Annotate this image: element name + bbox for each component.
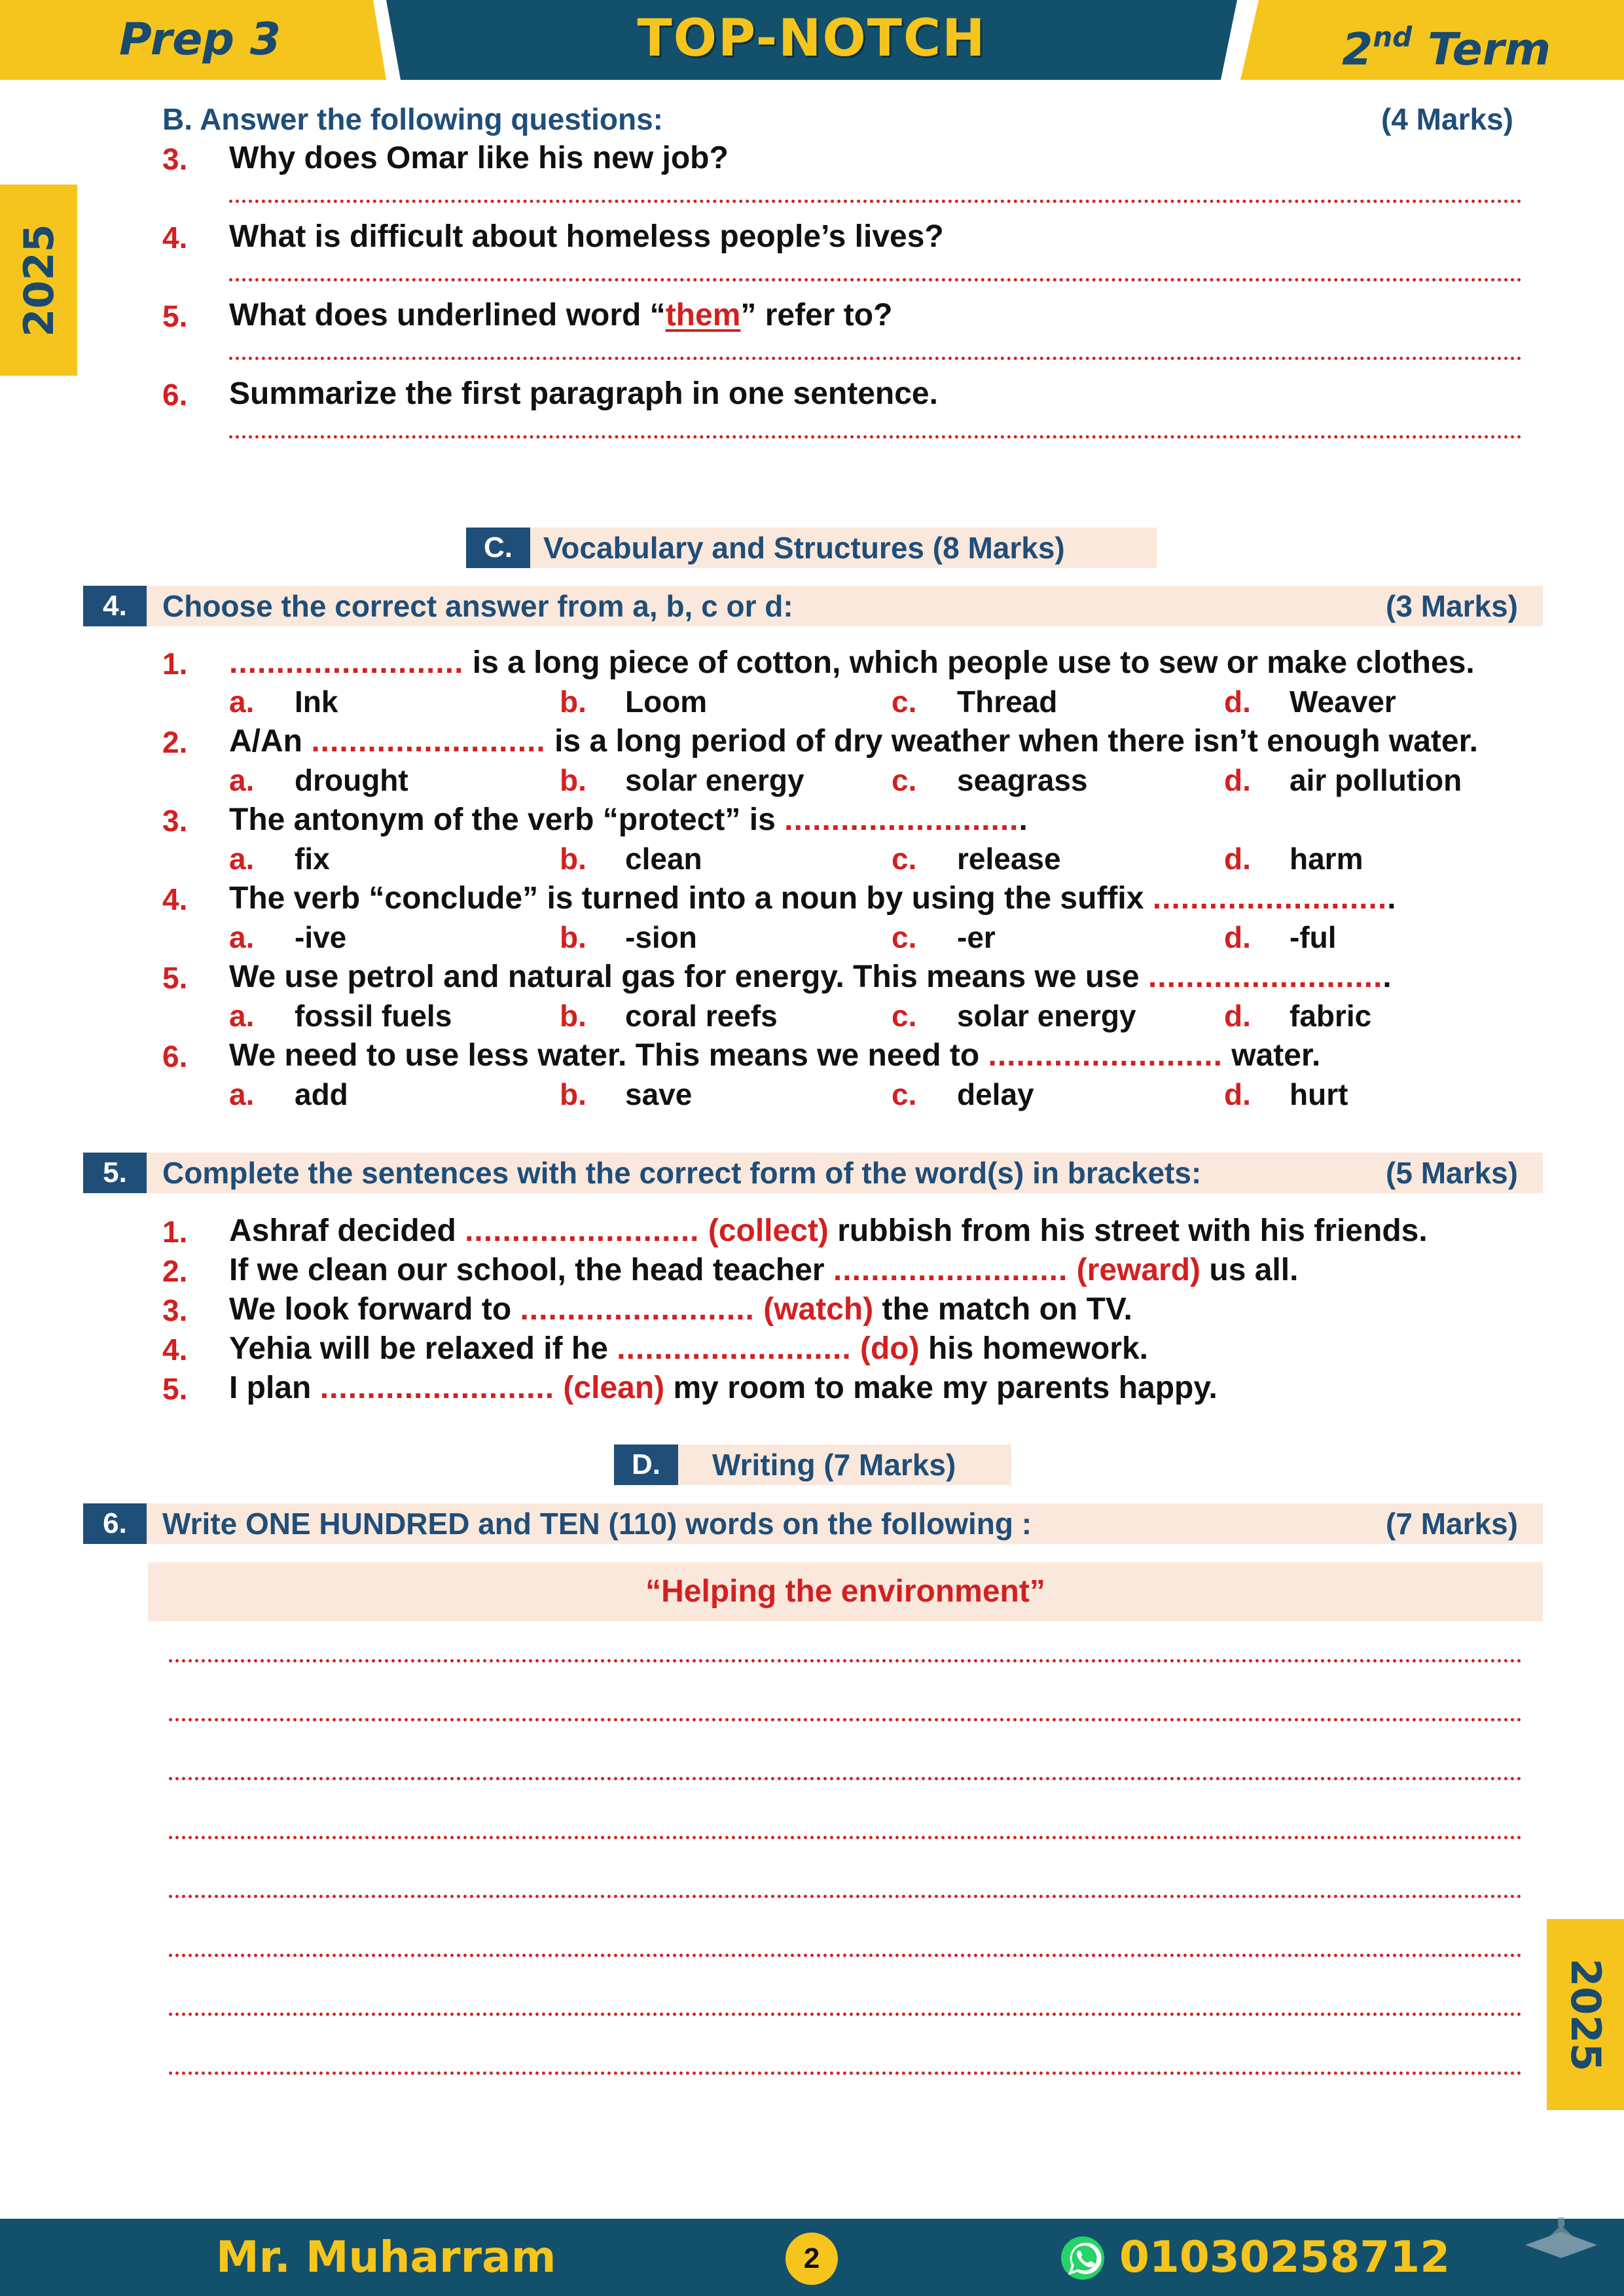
q5-item-sentence: We look forward to ......................... (watch) the match on TV. (229, 1292, 1132, 1327)
page-header (0, 0, 1624, 80)
option-a[interactable] (229, 762, 408, 798)
writing-line[interactable] (169, 1718, 1522, 1721)
option-text: Loom (625, 685, 708, 719)
option-c[interactable] (892, 684, 1057, 719)
option-letter: c. (892, 685, 917, 719)
option-letter: c. (892, 763, 917, 797)
option-text: -sion (625, 920, 697, 954)
q5-item-number: 4. (162, 1333, 188, 1367)
q6-marks: (7 Marks) (1386, 1507, 1518, 1541)
whatsapp-icon (1059, 2234, 1106, 2282)
question-number: 4. (162, 221, 188, 255)
section-c-banner (466, 528, 1157, 568)
option-a[interactable] (229, 684, 338, 719)
section-d-banner (614, 1444, 1011, 1485)
section-d-tag: D. (614, 1444, 678, 1485)
option-d[interactable] (1224, 998, 1371, 1033)
year-label-right: 2025 (1561, 1958, 1610, 2072)
answer-line[interactable] (229, 435, 1522, 439)
option-text: save (625, 1077, 693, 1111)
option-text: seagrass (957, 763, 1088, 797)
option-a[interactable] (229, 841, 330, 876)
q4-item-sentence: We need to use less water. This means we need to ......................... water. (229, 1038, 1321, 1073)
q5-item-sentence: If we clean our school, the head teacher ......................... (reward) us all. (229, 1253, 1299, 1287)
option-c[interactable] (892, 762, 1088, 798)
option-text: drought (295, 763, 408, 797)
q4-item-sentence: A/An ......................... is a long period of dry weather when there isn’t enough water. (229, 724, 1478, 759)
q5-item-number: 3. (162, 1293, 188, 1327)
option-text: coral reefs (625, 999, 778, 1033)
answer-blank[interactable]: ......................... (617, 1331, 852, 1366)
option-a[interactable] (229, 1077, 348, 1112)
q5-title: Complete the sentences with the correct form of the word(s) in brackets: (162, 1156, 1202, 1190)
writing-line[interactable] (169, 1895, 1522, 1898)
q6-title: Write ONE HUNDRED and TEN (110) words on the following : (162, 1507, 1032, 1541)
writing-line[interactable] (169, 2072, 1522, 2075)
option-b[interactable] (560, 1077, 692, 1112)
page-number: 2 (785, 2233, 838, 2285)
option-text: -er (957, 920, 996, 954)
q4-title: Choose the correct answer from a, b, c or d: (162, 589, 793, 623)
q4-item-sentence: We use petrol and natural gas for energy. This means we use .......................... (229, 960, 1392, 994)
option-c[interactable] (892, 841, 1061, 876)
option-a[interactable] (229, 920, 346, 955)
option-d[interactable] (1224, 762, 1462, 798)
option-text: Weaver (1290, 685, 1396, 719)
question-text: What is difficult about homeless people’s lives? (229, 219, 944, 254)
option-letter: c. (892, 842, 917, 876)
option-b[interactable] (560, 684, 707, 719)
option-text: solar energy (957, 999, 1136, 1033)
option-text: air pollution (1290, 763, 1462, 797)
option-letter: a. (229, 1077, 255, 1111)
option-letter: d. (1224, 920, 1251, 954)
option-letter: d. (1224, 763, 1251, 797)
option-text: delay (957, 1077, 1034, 1111)
option-a[interactable] (229, 998, 452, 1033)
q4-item-number: 5. (162, 961, 188, 995)
answer-blank[interactable]: ......................... (1147, 960, 1383, 994)
answer-blank[interactable]: ......................... (311, 724, 546, 759)
term-label: 2nd Term (1342, 21, 1551, 76)
writing-topic: “Helping the environment” (645, 1574, 1045, 1609)
year-tab-right (1547, 1919, 1624, 2110)
q6-number: 6. (83, 1503, 147, 1544)
year-label-left: 2025 (14, 223, 63, 337)
q5-item-sentence: Yehia will be relaxed if he ......................... (do) his homework. (229, 1331, 1149, 1366)
option-text: release (957, 842, 1061, 876)
option-text: fossil fuels (295, 999, 452, 1033)
writing-line[interactable] (169, 1659, 1522, 1662)
answer-blank[interactable]: ......................... (229, 645, 464, 680)
section-b-title: B. Answer the following questions: (162, 102, 663, 136)
option-letter: b. (560, 920, 586, 954)
answer-line[interactable] (229, 200, 1522, 203)
question-text: What does underlined word “them” refer to? (229, 298, 893, 332)
year-tab-left (0, 185, 77, 376)
option-letter: b. (560, 763, 586, 797)
answer-blank[interactable]: ......................... (1152, 881, 1388, 916)
option-b[interactable] (560, 998, 778, 1033)
option-d[interactable] (1224, 841, 1363, 876)
option-letter: a. (229, 920, 255, 954)
q4-item-sentence: ......................... is a long piece of cotton, which people use to sew or make clothes. (229, 645, 1475, 680)
grade-label: Prep 3 (119, 14, 281, 65)
answer-blank[interactable]: ......................... (465, 1213, 700, 1248)
answer-blank[interactable]: ......................... (988, 1038, 1223, 1073)
q5-item-number: 1. (162, 1215, 188, 1249)
q5-item-number: 5. (162, 1372, 188, 1406)
q4-item-number: 1. (162, 647, 188, 681)
q4-item-sentence: The verb “conclude” is turned into a noun by using the suffix .......................... (229, 881, 1396, 916)
phone-number: 01030258712 (1119, 2232, 1451, 2282)
option-c[interactable] (892, 920, 996, 955)
publisher-logo-icon (1512, 2206, 1610, 2278)
answer-blank[interactable]: ......................... (319, 1371, 555, 1405)
question-number: 3. (162, 142, 188, 176)
option-letter: c. (892, 920, 917, 954)
section-c-tag: C. (466, 528, 530, 568)
option-letter: b. (560, 999, 586, 1033)
q4-marks: (3 Marks) (1386, 589, 1518, 623)
section-b-marks: (4 Marks) (1381, 102, 1513, 136)
question-number: 6. (162, 378, 188, 412)
option-text: clean (625, 842, 702, 876)
option-text: -ive (295, 920, 347, 954)
answer-line[interactable] (229, 357, 1522, 360)
q4-item-number: 3. (162, 804, 188, 838)
q4-item-number: 6. (162, 1039, 188, 1073)
option-text: hurt (1290, 1077, 1348, 1111)
answer-blank[interactable]: ......................... (520, 1292, 755, 1327)
answer-blank[interactable]: ......................... (833, 1253, 1068, 1287)
section-d-title: Writing (7 Marks) (712, 1448, 956, 1482)
option-d[interactable] (1224, 920, 1337, 955)
option-d[interactable] (1224, 684, 1396, 719)
option-text: Ink (295, 685, 338, 719)
option-letter: a. (229, 763, 255, 797)
writing-line[interactable] (169, 1836, 1522, 1839)
bracket-word: (clean) (554, 1371, 665, 1405)
option-letter: a. (229, 685, 255, 719)
answer-line[interactable] (229, 278, 1522, 281)
option-letter: a. (229, 842, 255, 876)
option-text: -ful (1290, 920, 1337, 954)
option-b[interactable] (560, 920, 697, 955)
q4-number: 4. (83, 586, 147, 626)
option-b[interactable] (560, 762, 804, 798)
question-text: Why does Omar like his new job? (229, 141, 729, 175)
brand-title: TOP-NOTCH (637, 9, 986, 68)
option-text: fabric (1290, 999, 1372, 1033)
option-letter: d. (1224, 1077, 1251, 1111)
q6-header (83, 1503, 1543, 1544)
q5-header (83, 1153, 1543, 1193)
section-c-title: Vocabulary and Structures (8 Marks) (543, 531, 1065, 565)
option-d[interactable] (1224, 1077, 1348, 1112)
option-letter: b. (560, 842, 586, 876)
option-text: solar energy (625, 763, 804, 797)
writing-topic-box (148, 1562, 1543, 1621)
underlined-word: them (665, 298, 741, 332)
writing-line[interactable] (169, 2013, 1522, 2016)
q4-header (83, 586, 1543, 626)
option-c[interactable] (892, 1077, 1034, 1112)
q4-item-number: 4. (162, 882, 188, 916)
option-c[interactable] (892, 998, 1136, 1033)
option-letter: d. (1224, 685, 1251, 719)
question-text: Summarize the first paragraph in one sentence. (229, 376, 938, 411)
q4-item-sentence: The antonym of the verb “protect” is .......................... (229, 802, 1028, 837)
option-text: harm (1290, 842, 1363, 876)
q5-item-sentence: Ashraf decided ......................... (collect) rubbish from his street with his friends. (229, 1213, 1428, 1248)
option-letter: d. (1224, 999, 1251, 1033)
writing-line[interactable] (169, 1954, 1522, 1957)
option-text: add (295, 1077, 348, 1111)
option-b[interactable] (560, 841, 702, 876)
option-text: Thread (957, 685, 1058, 719)
q5-number: 5. (83, 1153, 147, 1193)
option-letter: a. (229, 999, 255, 1033)
option-letter: b. (560, 685, 586, 719)
option-letter: c. (892, 1077, 917, 1111)
option-text: fix (295, 842, 330, 876)
answer-blank[interactable]: ......................... (784, 802, 1019, 837)
option-letter: b. (560, 1077, 586, 1111)
bracket-word: (do) (851, 1331, 920, 1366)
q5-item-sentence: I plan ......................... (clean) my room to make my parents happy. (229, 1371, 1218, 1405)
bracket-word: (reward) (1068, 1253, 1201, 1287)
option-letter: c. (892, 999, 917, 1033)
bracket-word: (collect) (699, 1213, 829, 1248)
q5-item-number: 2. (162, 1254, 188, 1288)
q4-item-number: 2. (162, 725, 188, 759)
q5-marks: (5 Marks) (1386, 1156, 1518, 1190)
bracket-word: (watch) (754, 1292, 874, 1327)
teacher-name: Mr. Muharram (216, 2232, 556, 2282)
question-number: 5. (162, 299, 188, 333)
writing-line[interactable] (169, 1777, 1522, 1780)
option-letter: d. (1224, 842, 1251, 876)
